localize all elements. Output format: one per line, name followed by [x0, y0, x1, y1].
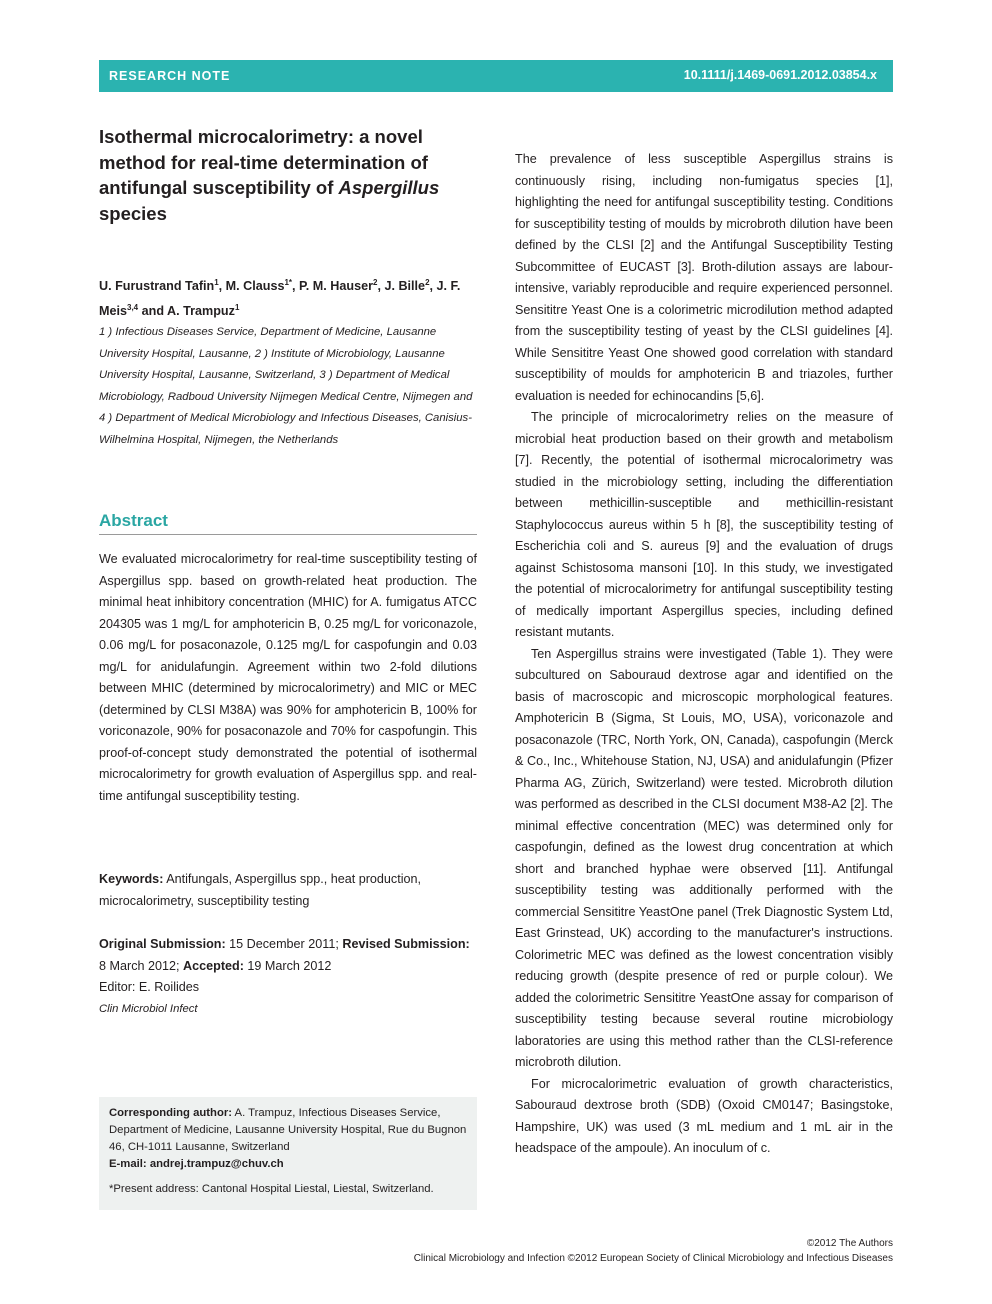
body-paragraph: For microcalorimetric evaluation of growth characteristics, Sabouraud dextrose broth (SDB) (Oxoid CM0147; Basingstoke, Hampshire, UK) was used (3 mL medium and 1 mL air in the headspace of the ampoule). An inoculum of c.: [515, 1076, 893, 1155]
submission-dates: Original Submission: 15 December 2011; Revised Submission: 8 March 2012; Accepted: 19 March 2012 Editor: E. Roilides Clin Microbiol Infect: [99, 934, 477, 1020]
abstract-text: We evaluated microcalorimetry for real-time susceptibility testing of Aspergillus spp. based on growth-related heat production. The minimal heat inhibitory concentration (MHIC) for A. fumigatus ATCC 204305 was 1 mg/L for amphotericin B, 0.25 mg/L for voriconazole, 0.06 mg/L for posaconazole, 0.125 mg/L for caspofungin and 0.03 mg/L for anidulafungin. Agreement within two 2-fold dilutions between MHIC (determined by microcalorimetry) and MIC or MEC (determined by CLSI M38A) was 90% for amphotericin B, 100% for voriconazole, 90% for posaconazole and 70% for caspofungin. This proof-of-concept study demonstrated the potential of isothermal microcalorimetry for growth evaluation of Aspergillus spp. and real-time antifungal susceptibility testing.: [99, 552, 477, 803]
right-column: [515, 149, 893, 1160]
header-banner: [99, 60, 893, 92]
article-type-label: RESEARCH NOTE: [109, 69, 231, 83]
body-paragraph: The principle of microcalorimetry relies on the measure of microbial heat production based on their growth and metabolism [7]. Recently, the potential of isothermal microcalorimetry was studied in the microbiology setting, including the differentiation between methicillin-susceptible and methicillin-resistant Staphylococcus aureus within 5 h [8], the susceptibility testing of Escherichia coli and S. aureus [9] and the evaluation of drugs against Schistosoma mansoni [10]. In this study, we investigated the potential of microcalorimetry for antifungal susceptibility testing of medically important Aspergillus species, including defined resistant mutants.: [515, 410, 893, 639]
body-paragraph: The prevalence of less susceptible Aspergillus strains is continuously rising, including non-fumigatus species [1], highlighting the need for antifungal susceptibility testing. Conditions for susceptibility testing of moulds by microbroth dilution have been defined by the CLSI [2] and the Antifungal Susceptibility Testing Subcommittee of EUCAST [3]. Broth-dilution assays are labour-intensive, variably reproducible and require experienced personnel. Sensititre Yeast One is a colorimetric microdilution method adapted from the susceptibility testing of yeast by the CLSI guidelines [4]. While Sensititre Yeast One showed good correlation with standard susceptibility of moulds for amphotericin B and triazoles, further evaluation is needed for echinocandins [5,6].: [515, 152, 893, 403]
author: U. Furustrand Tafin$^1$,: [99, 278, 226, 294]
keywords: [99, 869, 477, 912]
author: M. Clauss$^{1*}$,: [225, 278, 300, 294]
page-footer: [414, 1236, 893, 1266]
doi-link[interactable]: 10.1111/j.1469-0691.2012.03854.x: [683, 68, 877, 82]
keywords-text: Antifungals, Aspergillus spp., heat production, microcalorimetry, susceptibility testing: [99, 872, 422, 908]
left-column: [99, 124, 477, 1020]
editor: Editor: E. Roilides: [99, 980, 200, 995]
corresponding-author-box: [99, 1097, 477, 1210]
author-list: [99, 272, 477, 322]
article-title: Isothermal microcalorimetry: a novel method for real-time determination of antifungal susceptibility of Aspergillus species: [99, 126, 440, 224]
abstract-heading: Abstract: [99, 511, 477, 535]
copyright: ©2012 The Authors: [806, 1238, 893, 1249]
email-label: E-mail:: [109, 1158, 147, 1170]
affiliations: 1 ) Infectious Diseases Service, Department of Medicine, Lausanne University Hospital, Lausanne, 2 ) Institute of Microbiology, Lausanne University Hospital, Lausanne, Switzerland, 3 ) Department of Medical Microbiology, Radboud University Nijmegen Medical Centre, Nijmegen and 4 ) Department of Medical Microbiology and Infectious Diseases, Canisius-Wilhelmina Hospital, Nijmegen, the Netherlands: [99, 326, 473, 446]
author: A. Trampuz$^1$: [167, 303, 240, 319]
journal-abbrev: Clin Microbiol Infect: [99, 1002, 198, 1015]
present-address: *Present address: Cantonal Hospital Liestal, Liestal, Switzerland.: [109, 1183, 434, 1195]
email-link[interactable]: andrej.trampuz@chuv.ch: [149, 1158, 284, 1170]
journal-line: Clinical Microbiology and Infection ©2012 European Society of Clinical Microbiology and Infectious Diseases: [413, 1253, 893, 1264]
corresponding-address: A. Trampuz, Infectious Diseases Service, Department of Medicine, Lausanne University Hospital, Rue du Bugnon 46, CH-1011 Lausanne, Switzerland: [109, 1107, 467, 1153]
keywords-label: Keywords:: [99, 872, 164, 887]
body-paragraph: Ten Aspergillus strains were investigated (Table 1). They were subcultured on Sabouraud dextrose agar and identified on the basis of macroscopic and microscopic morphological features. Amphotericin B (Sigma, St Louis, MO, USA), voriconazole and posaconazole (TRC, North York, ON, Canada), caspofungin (Merck & Co., Inc., Whitehouse Station, NJ, USA) and anidulafungin (Pfizer Pharma AG, Zürich, Switzerland) were tested. Microbroth dilution was performed as described in the CLSI document M38-A2 [2]. The minimal effective concentration (MEC) was determined only for caspofungin, defined as the lowest drug concentration at which short and branched hyphae were observed [11]. Antifungal susceptibility testing was additionally performed with the commercial Sensititre YeastOne panel (Trek Diagnostic System Ltd, East Grinstead, UK) according to the manufacturer's instructions. Colorimetric MEC was defined as the lowest concentration visibly reducing growth (despite presence of red or purple colour). We added the colorimetric Sensititre YeastOne assay for comparison of susceptibility testing because several routine microbiology laboratories are using this method rather than the CLSI-reference microbroth dilution.: [515, 646, 893, 1069]
author: J. Bille$^2$,: [384, 278, 437, 294]
author: P. M. Hauser$^2$,: [299, 278, 385, 294]
author: J. F. Meis$^{3,4}$ and: [99, 279, 461, 319]
corresponding-label: Corresponding author:: [109, 1107, 233, 1119]
